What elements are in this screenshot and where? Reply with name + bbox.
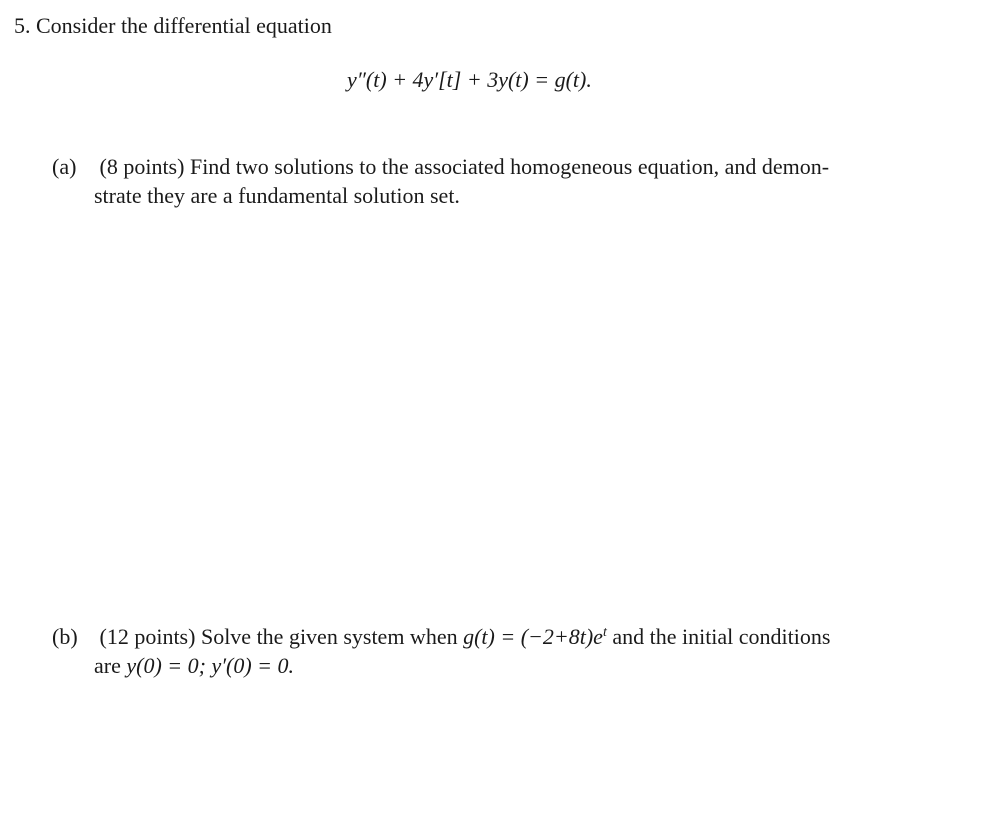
question-number: 5. xyxy=(14,13,31,38)
part-b-points: (12 points) xyxy=(99,624,196,649)
forcing-function xyxy=(463,624,607,649)
part-b-line-1 xyxy=(52,623,830,651)
part-b-line-2 xyxy=(94,652,294,680)
differential-equation: y″(t) + 4y′[t] + 3y(t) = g(t). xyxy=(347,67,592,92)
question-intro: Consider the differential equation xyxy=(36,13,332,38)
part-a-line-1 xyxy=(52,153,829,181)
part-b-text-are: are xyxy=(94,653,121,678)
question-header xyxy=(14,12,332,40)
part-a-points: (8 points) xyxy=(99,154,185,179)
part-a-line-2 xyxy=(94,182,460,210)
part-b-label: (b) xyxy=(52,624,78,649)
initial-conditions: y(0) = 0; y′(0) = 0. xyxy=(126,653,295,678)
part-a-text-1: Find two solutions to the associated homogeneous equation, and demon- xyxy=(189,154,830,179)
part-a-label: (a) xyxy=(52,154,77,179)
forcing-exponent: t xyxy=(602,625,607,640)
part-a-text-2: strate they are a fundamental solution set. xyxy=(94,183,460,208)
part-b-text-after: and the initial conditions xyxy=(612,624,831,649)
forcing-function-base: g(t) = (−2+8t)e xyxy=(463,624,603,649)
part-b-text-before: Solve the given system when xyxy=(200,624,458,649)
